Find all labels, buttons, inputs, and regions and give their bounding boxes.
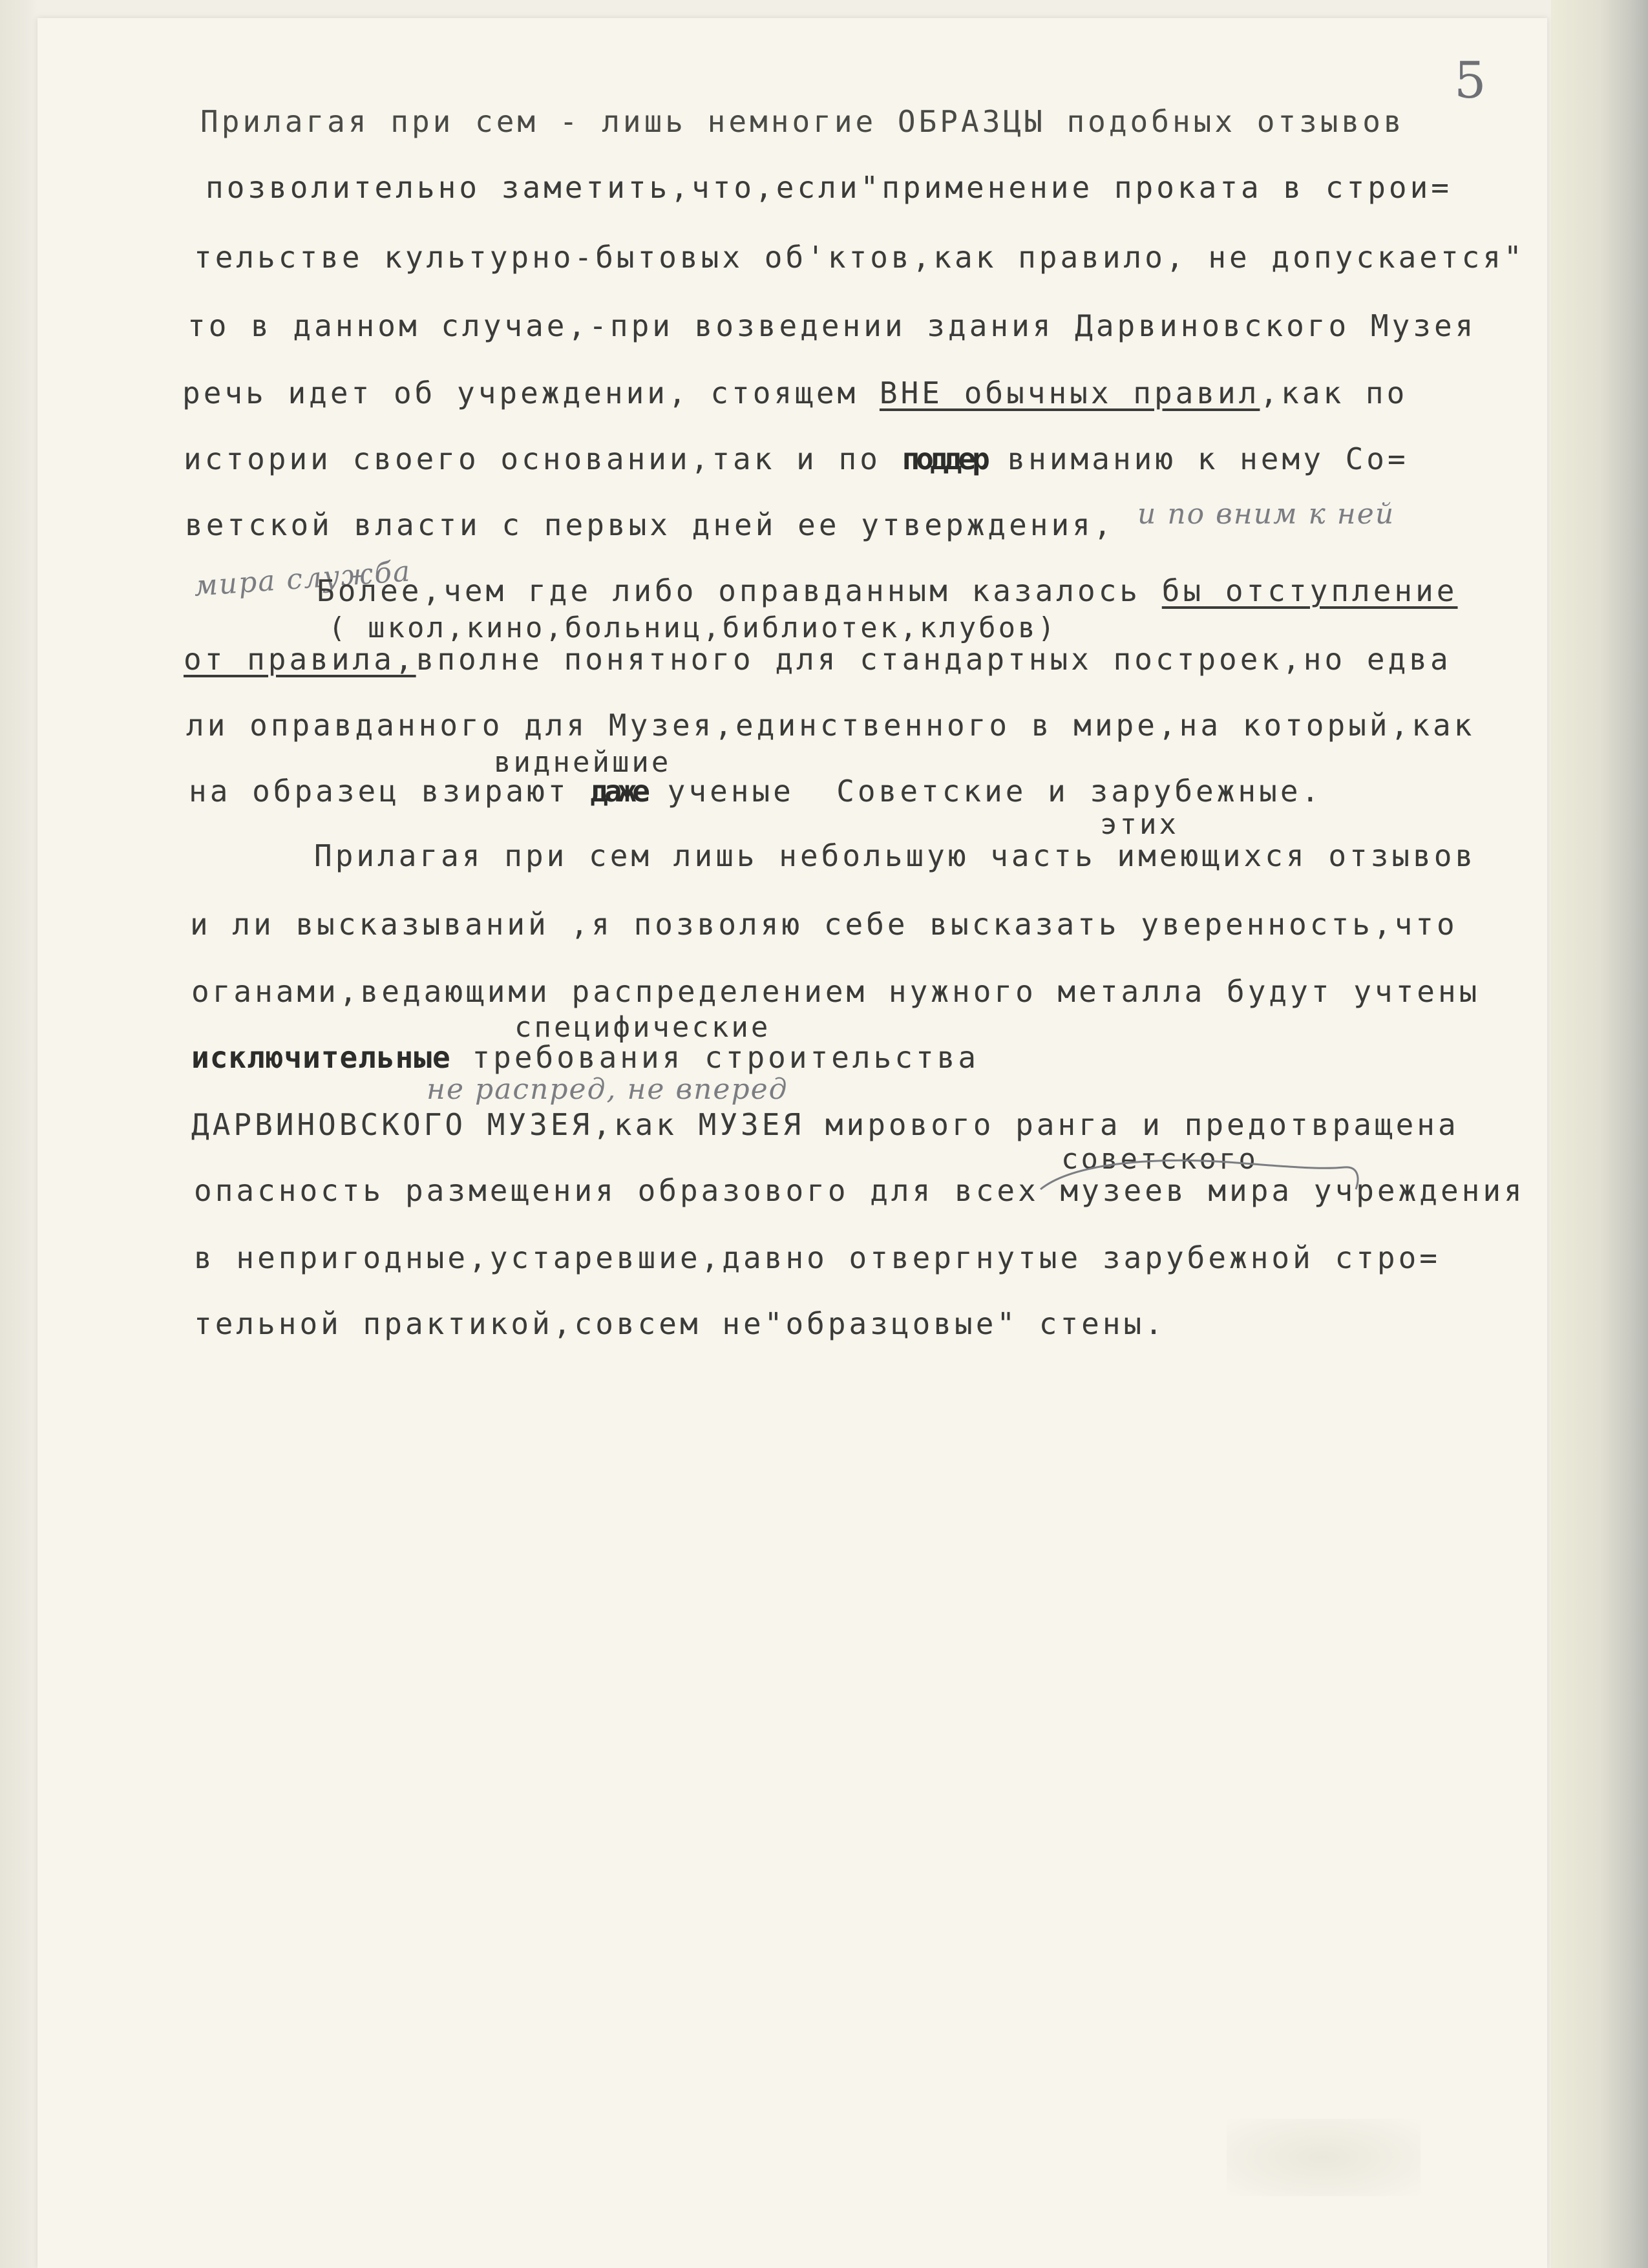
interlinear-pencil-note: не распред, не вперед	[427, 1073, 788, 1106]
text-line-5-part-a: речь идет об учреждении, стоящем	[182, 376, 880, 410]
paper-stain	[1227, 2119, 1421, 2196]
margin-note-1: и по вним к ней	[1137, 498, 1395, 531]
pencil-insertion-mark	[1034, 1150, 1370, 1202]
text-line-2: позволительно заметить,что,если"применение проката в строи=	[206, 170, 1452, 205]
text-line-13: Прилагая при сем лишь небольшую часть имеющихся отзывов	[314, 838, 1477, 873]
text-line-19: в непригодные,устаревшие,давно отвергнутые зарубежной стро=	[194, 1240, 1441, 1275]
text-line-10-part-b: вполне понятного для стандартных построек,но едва	[416, 642, 1452, 677]
text-line-12-part-a: на образец взирают	[189, 774, 591, 809]
margin-note-2: мира служба	[193, 555, 412, 603]
text-line-16-part-b: требования строительства	[450, 1040, 980, 1075]
text-line-3: тельстве культурно-бытовых об'ктов,как правило, не допускается"	[194, 240, 1525, 275]
text-line-5	[182, 375, 1408, 411]
insert-line-institutions: ( школ,кино,больниц,библиотек,клубов)	[328, 611, 1058, 644]
text-line-4: то в данном случае,-при возведении здания Дарвиновского Музея	[187, 308, 1477, 343]
text-line-1: Прилагая при сем - лишь немногие ОБРАЗЦЫ подобных отзывов	[200, 104, 1405, 139]
text-line-20: тельной практикой,совсем не"образцовые" стены.	[194, 1306, 1166, 1341]
text-line-17: ДАРВИНОВСКОГО МУЗЕЯ,как МУЗЕЯ мирового ранга и предотвращена	[191, 1107, 1459, 1142]
insert-word-these: этих	[1100, 808, 1179, 841]
scan-right-edge	[1551, 0, 1648, 2268]
text-line-8	[317, 573, 1458, 609]
text-line-6-part-a: истории своего основании,так и по	[184, 441, 902, 476]
text-line-6	[184, 441, 1409, 477]
text-line-12	[189, 773, 1322, 809]
overtyped-word-exceptional: исключительные	[191, 1040, 451, 1075]
insert-word-soviet: советского	[1061, 1143, 1258, 1176]
text-line-18: опасность размещения образового для всех музеев мира учреждения	[194, 1173, 1525, 1208]
page-number: 5	[1454, 52, 1488, 110]
underlined-phrase-from-rule: от правила,	[184, 642, 416, 677]
struck-word: поддер	[902, 441, 986, 476]
text-line-6-part-c: вниманию к нему Со=	[986, 441, 1409, 476]
insert-word-most-prominent: виднейшие	[494, 746, 671, 779]
insert-word-specific: специфические	[514, 1011, 771, 1044]
text-line-10	[184, 641, 1452, 677]
text-line-5-part-c: ,как по	[1260, 376, 1408, 410]
text-line-8-part-a: Более,чем где либо оправданным казалось	[317, 573, 1162, 608]
text-line-16	[191, 1039, 979, 1076]
document-page	[37, 18, 1547, 2268]
text-line-14: и ли высказываний ,я позволяю себе высказать уверенность,что	[190, 907, 1458, 942]
underlined-phrase-deviation: бы отступление	[1161, 573, 1458, 608]
struck-word-even: даже	[590, 774, 646, 809]
text-line-12-part-c: ученые Советские и зарубежные.	[646, 774, 1323, 809]
text-line-15: оганами,ведающими распределением нужного металла будут учтены	[191, 974, 1481, 1009]
underlined-phrase-outside-rules: ВНЕ обычных правил	[879, 376, 1260, 410]
text-line-7: ветской власти с первых дней ее утверждения,	[185, 507, 1115, 542]
text-line-11: ли оправданного для Музея,единственного в мире,на который,как	[186, 708, 1475, 743]
scan-left-shadow	[0, 0, 37, 2268]
